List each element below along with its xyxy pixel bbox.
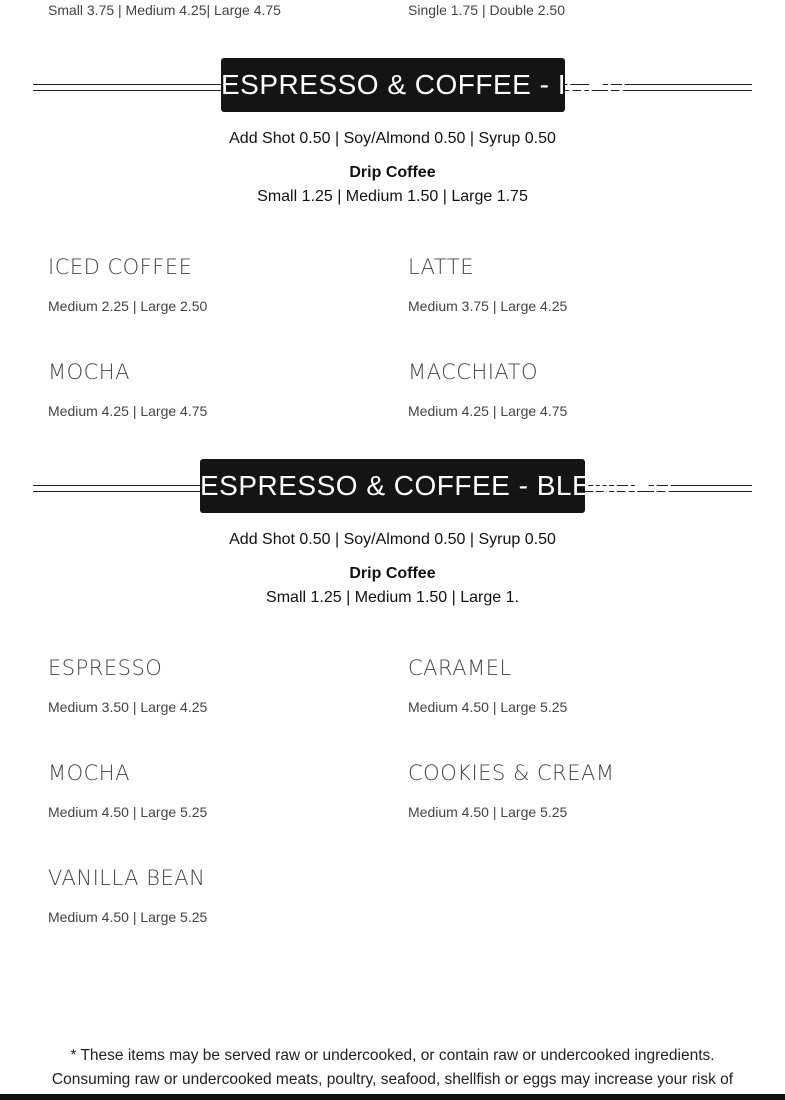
drip-coffee-label: Drip Coffee [349, 565, 436, 582]
menu-item-name: MACCHIATO [408, 360, 539, 384]
menu-item-name: ESPRESSO [48, 656, 163, 680]
menu-item-name: MOCHA [48, 360, 130, 384]
bottom-border [0, 1094, 785, 1100]
disclaimer-line-2: Consuming raw or undercooked meats, poultry, seafood, shellfish or eggs may increase your risk of [51, 1071, 734, 1088]
previous-item-price-left: Small 3.75 | Medium 4.25| Large 4.75 [48, 2, 281, 18]
menu-item-name: CARAMEL [408, 656, 512, 680]
drip-coffee-label: Drip Coffee [349, 164, 436, 181]
disclaimer-line-1: * These items may be served raw or undercooked, or contain raw or undercooked ingredients. [70, 1047, 715, 1064]
menu-item-price: Medium 4.50 | Large 5.25 [48, 804, 208, 820]
section-title: ESPRESSO & COFFEE - ICED [221, 69, 627, 100]
addons-line: Add Shot 0.50 | Soy/Almond 0.50 | Syrup 0.50 [229, 130, 556, 147]
menu-item-name: ICED COFFEE [48, 255, 193, 279]
menu-item-price: Medium 4.25 | Large 4.75 [48, 403, 208, 419]
menu-item-price: Medium 4.50 | Large 5.25 [408, 699, 568, 715]
menu-item-price: Medium 2.25 | Large 2.50 [48, 298, 208, 314]
menu-item-price: Medium 4.25 | Large 4.75 [408, 403, 568, 419]
addons-line: Add Shot 0.50 | Soy/Almond 0.50 | Syrup 0.50 [229, 531, 556, 548]
menu-item-price: Medium 4.50 | Large 5.25 [408, 804, 568, 820]
menu-item-price: Medium 3.50 | Large 4.25 [48, 699, 208, 715]
drip-coffee-prices: Small 1.25 | Medium 1.50 | Large 1.75 [257, 188, 528, 205]
menu-item-name: MOCHA [48, 761, 130, 785]
menu-item-price: Medium 3.75 | Large 4.25 [408, 298, 568, 314]
menu-item-name: COOKIES & CREAM [408, 761, 615, 785]
section-title-banner [221, 58, 627, 112]
section-title-banner [200, 459, 673, 513]
menu-item-price: Medium 4.50 | Large 5.25 [48, 909, 208, 925]
section-title: ESPRESSO & COFFEE - BLENDED [200, 470, 673, 501]
menu-item-name: LATTE [408, 255, 474, 279]
previous-item-price-right: Single 1.75 | Double 2.50 [408, 2, 565, 18]
drip-coffee-prices: Small 1.25 | Medium 1.50 | Large 1. [266, 589, 519, 606]
menu-item-name: VANILLA BEAN [48, 866, 206, 890]
